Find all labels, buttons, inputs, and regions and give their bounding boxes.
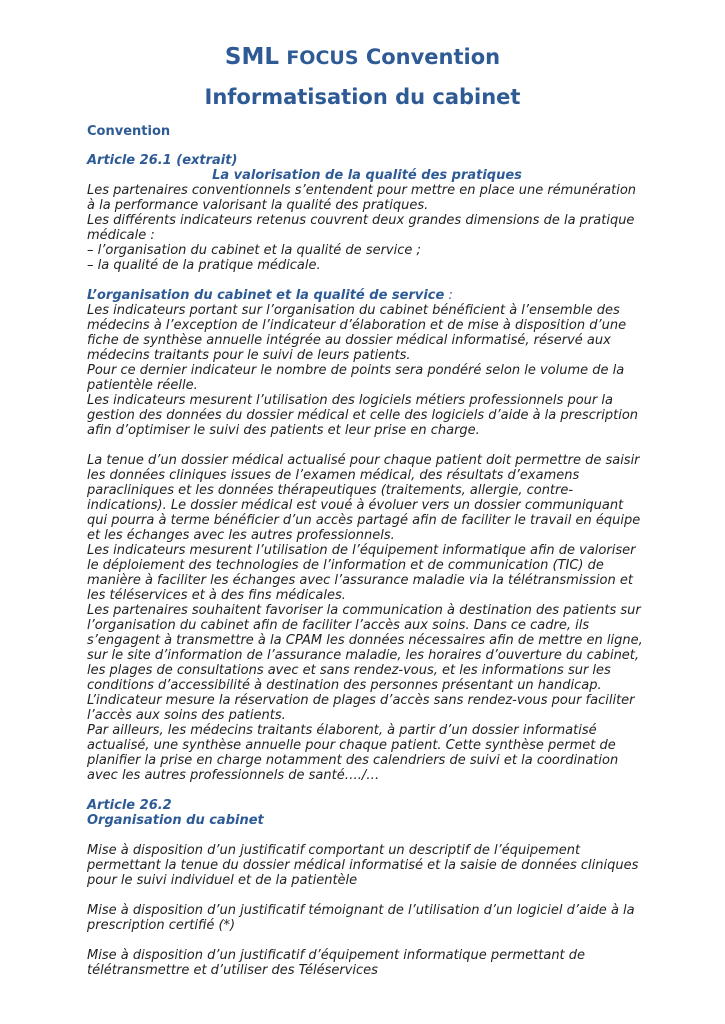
justificatif-item: Mise à disposition d’un justificatif témoignant de l’utilisation d’un logiciel d’aide à la prescription certifié (*): [87, 903, 635, 933]
list-item: – la qualité de la pratique médicale.: [87, 258, 321, 273]
paragraph: Les indicateurs mesurent l’utilisation de l’équipement informatique afin de valoriser le déploiement des technologies de l’information et de communication (TIC) de manière à faciliter les échanges avec l’assurance maladie via la télétransmission et les téléservices et à des fins médicales.: [87, 543, 636, 603]
article-26-2-subheading: Organisation du cabinet: [87, 813, 264, 828]
paragraph: Les indicateurs mesurent l’utilisation des logiciels métiers professionnels pour la gestion des données du dossier médical et celle des logiciels d’aide à la prescription afin d’optimiser le suivi des patients et leur prise en charge.: [87, 393, 639, 438]
paragraph: Pour ce dernier indicateur le nombre de points sera pondéré selon le volume de la patientèle réelle.: [87, 363, 625, 393]
organisation-heading: L’organisation du cabinet et la qualité de service: [87, 288, 445, 303]
title-sml: SML: [224, 44, 279, 70]
document-body: [87, 124, 647, 978]
paragraph: Les différents indicateurs retenus couvrent deux grandes dimensions de la pratique médicale :: [87, 213, 635, 243]
organisation-heading-line: [87, 288, 647, 303]
paragraph: Les indicateurs portant sur l’organisation du cabinet bénéficient à l’ensemble des médecins à l’exception de l’indicateur d’élaboration et de mise à disposition d’une fiche de synthèse annuelle intégrée au dossier médical informatisé, réservé aux médecins traitants pour le suivi de leurs patients.: [87, 303, 627, 363]
article-26-2-heading: Article 26.2: [87, 798, 172, 813]
title-focus: FOCUS: [286, 47, 359, 69]
document-title: [0, 44, 725, 70]
convention-label: Convention: [87, 124, 171, 139]
title-convention: Convention: [365, 45, 501, 69]
article-26-1-heading: Article 26.1 (extrait): [87, 153, 238, 168]
justificatif-item: Mise à disposition d’un justificatif comportant un descriptif de l’équipement permettant la tenue du dossier médical informatisé et la saisie de données cliniques pour le suivi individuel et de la patientèle: [87, 843, 639, 888]
paragraph: Par ailleurs, les médecins traitants élaborent, à partir d’un dossier informatisé actualisé, une synthèse annuelle pour chaque patient. Cette synthèse permet de planifier la prise en charge notamment des calendriers de suivi et la coordination avec les autres professionnels de santé…./…: [87, 723, 619, 783]
document-subtitle: Informatisation du cabinet: [204, 85, 521, 109]
paragraph: Les partenaires conventionnels s’entendent pour mettre en place une rémunération à la performance valorisant la qualité des pratiques.: [87, 183, 637, 213]
article-26-1-subheading: La valorisation de la qualité des pratiques: [212, 168, 522, 183]
paragraph: Les partenaires souhaitent favoriser la communication à destination des patients sur l’organisation du cabinet afin de faciliter l’accès aux soins. Dans ce cadre, ils s’engagent à transmettre à la CPAM les données nécessaires afin de mettre en ligne, sur le site d’information de l’assurance maladie, les horaires d’ouverture du cabinet, les plages de consultations avec et sans rendez-vous, et les informations sur les conditions d’accessibilité à destination des personnes présentant un handicap. L’indicateur mesure la réservation de plages d’accès sans rendez-vous pour faciliter l’accès aux soins des patients.: [87, 603, 643, 723]
list-item: – l’organisation du cabinet et la qualité de service ;: [87, 243, 421, 258]
justificatif-item: Mise à disposition d’un justificatif d’équipement informatique permettant de télétransmettre et d’utiliser des Téléservices: [87, 948, 586, 978]
paragraph: La tenue d’un dossier médical actualisé pour chaque patient doit permettre de saisir les données cliniques issues de l’examen médical, des résultats d’examens paracliniques et les données thérapeutiques (traitements, allergie, contre-indications). Le dossier médical est voué à évoluer vers un dossier communiquant qui pourra à terme bénéficier d’un accès partagé afin de faciliter le travail en équipe et les échanges avec les autres professionnels.: [87, 453, 641, 543]
organisation-heading-suffix: :: [444, 288, 453, 303]
